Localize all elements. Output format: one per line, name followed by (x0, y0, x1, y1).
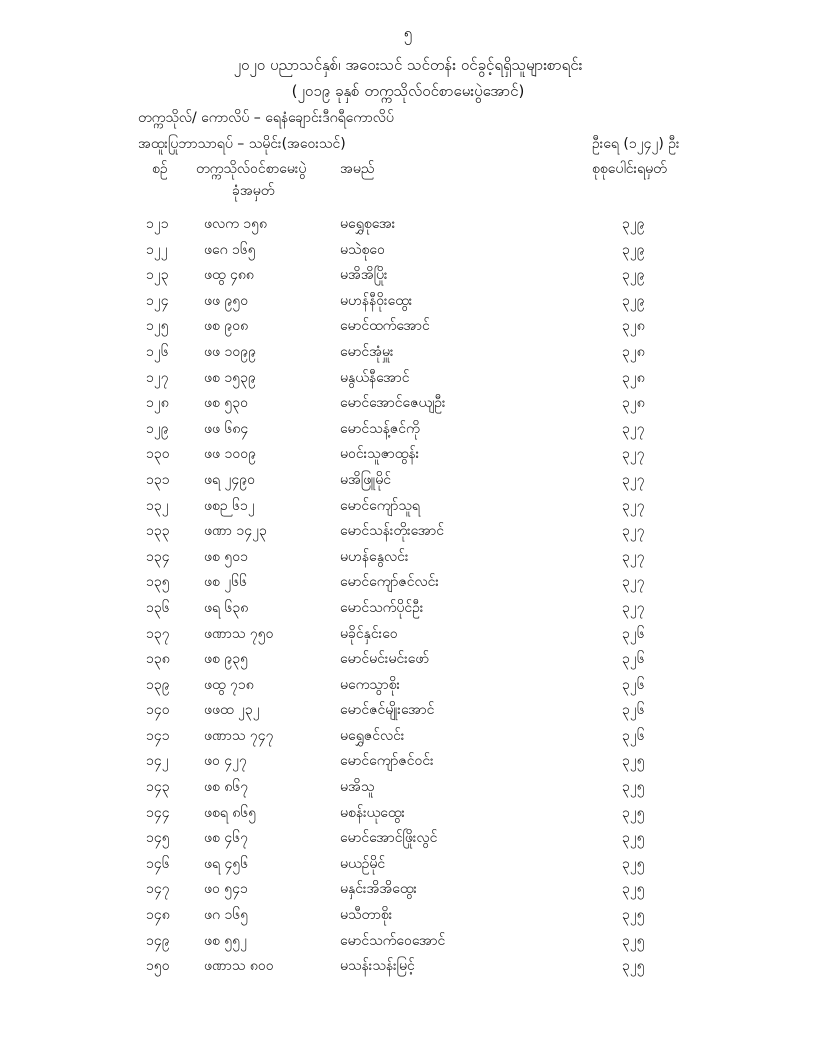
row-name: မဟန်နီဝိုးထွေး (340, 292, 413, 309)
row-total-marks: ၃၂၈ (622, 369, 645, 386)
row-name: မောင်သန့်ဇင်ကို (340, 420, 420, 437)
row-roll-number: ဖလက ၁၅၈ (204, 216, 268, 232)
row-name: မောင်အောင်ဖြိုးလွင် (340, 830, 438, 847)
row-total-marks: ၃၂၇ (622, 497, 645, 514)
row-roll-number: ဖစ ၈၆၇ (204, 779, 249, 796)
list-item (0, 931, 816, 957)
row-roll-number: ဖရ ၂၄၉၀ (204, 471, 255, 488)
row-total-marks: ၃၂၇ (622, 548, 645, 565)
row-total-marks: ၃၂၆ (622, 676, 645, 693)
row-name: မယဉ်မိုင် (340, 855, 386, 872)
major-line: အထူးပြုဘာသာရပ် – သမိုင်း(အဝေးသင်) (138, 136, 346, 152)
list-item (0, 240, 816, 266)
row-total-marks: ၃၂၅ (622, 907, 645, 924)
list-item (0, 854, 816, 880)
row-total-marks: ၃၂၉ (622, 216, 645, 232)
page-number: ၅ (403, 24, 413, 42)
row-roll-number: ဖစ ၉၃၅ (204, 651, 248, 668)
row-name: မခိုင်နှင်းဝေ (340, 625, 398, 642)
row-roll-number: ဖဖထ ၂၃၂ (204, 702, 260, 719)
row-serial: ၁၂၄ (146, 292, 169, 309)
row-roll-number: ဖဝ ၄၂၇ (204, 753, 247, 770)
row-roll-number: ဖဖ ၉၅၀ (204, 292, 249, 309)
row-serial: ၁၄၄ (146, 804, 170, 821)
row-roll-number: ဖဏာသ ၇၄၇ (204, 727, 274, 744)
row-name: မကေသွာစိုး (340, 676, 401, 693)
university-line: တက္ကသိုလ်/ ကောလိပ် – ရေနံချောင်းဒီဂရီကောလိပ် (138, 110, 394, 126)
list-item (0, 419, 816, 445)
row-roll-number: ဖစဉ ၆၁၂ (204, 497, 255, 514)
list-item (0, 393, 816, 419)
row-roll-number: ဖစ ၅၃၀ (204, 395, 248, 412)
row-total-marks: ၃၂၆ (622, 625, 645, 642)
row-serial: ၁၅၀ (146, 958, 170, 975)
list-item (0, 342, 816, 368)
row-name: မောင်ထက်အောင် (340, 318, 430, 335)
row-serial: ၁၂၉ (146, 420, 169, 437)
header-roll-number (196, 158, 306, 202)
row-serial: ၁၃၆ (146, 599, 170, 616)
row-name: မနှင်းအိအိထွေး (340, 881, 417, 898)
list-item (0, 598, 816, 624)
list-item (0, 444, 816, 470)
row-serial: ၁၄၃ (146, 779, 170, 796)
row-name: မောင်ကျော်ဇင်ဝင်း (340, 753, 434, 770)
row-total-marks: ၃၂၇ (622, 523, 645, 540)
row-roll-number: ဖစ ၅၅၂ (204, 932, 247, 949)
row-roll-number: ဖဖ ၁၀၉၉ (204, 343, 256, 360)
row-serial: ၁၃၈ (146, 651, 170, 668)
row-name: မောင်အုံမှူး (340, 343, 394, 360)
row-roll-number: ဖထွ ၇၁၈ (204, 676, 254, 693)
row-name: မအိဖြူမိုင် (340, 471, 391, 488)
list-item (0, 521, 816, 547)
list-item (0, 700, 816, 726)
header-serial: စဉ် (152, 161, 168, 177)
row-serial: ၁၄၇ (146, 881, 170, 898)
row-roll-number: ဖစ ၁၅၃၉ (204, 369, 256, 386)
row-total-marks: ၃၂၉ (622, 292, 645, 309)
row-serial: ၁၄၈ (146, 907, 170, 924)
row-roll-number: ဖဂေ ၁၆၅ (204, 241, 256, 258)
list-item (0, 316, 816, 342)
row-serial: ၁၄၂ (146, 753, 169, 770)
row-name: မောင်သက်ဝေအောင် (340, 932, 446, 949)
row-total-marks: ၃၂၉ (622, 267, 645, 284)
document-subtitle: (၂၀၁၉ ခုနှစ် တက္ကသိုလ်ဝင်စာမေးပွဲအောင်) (291, 82, 525, 100)
list-item (0, 291, 816, 317)
row-name: မောင်ကျော်ဇင်လင်း (340, 574, 439, 591)
row-roll-number: ဖဖ ၆၈၄ (204, 420, 249, 437)
row-total-marks: ၃၂၅ (622, 830, 645, 847)
row-total-marks: ၃၂၇ (622, 471, 645, 488)
row-total-marks: ၃၂၇ (622, 599, 645, 616)
list-item (0, 803, 816, 829)
row-roll-number: ဖဏာသ ၈၀၀ (204, 958, 274, 975)
row-total-marks: ၃၂၈ (622, 318, 645, 335)
list-item (0, 547, 816, 573)
row-name: မောင်ဇင်မျိုးအောင် (340, 702, 435, 719)
row-name: မောင်အောင်ဇေယျဦး (340, 395, 446, 412)
row-serial: ၁၂၇ (146, 369, 169, 386)
row-serial: ၁၃၃ (146, 523, 170, 540)
row-name: မသီတာစိုး (340, 907, 393, 924)
row-roll-number: ဖဏာသ ၇၅၀ (204, 625, 274, 642)
row-name: မရွှေဇင်လင်း (340, 727, 405, 744)
row-name: မသန်းသန်းမြင့် (340, 958, 415, 975)
row-serial: ၁၂၈ (146, 395, 169, 412)
row-name: မနွယ်နီအောင် (340, 369, 410, 386)
row-roll-number: ဖဂ ၁၆၅ (204, 907, 249, 924)
row-total-marks: ၃၂၅ (622, 804, 645, 821)
row-total-marks: ၃၂၅ (622, 753, 645, 770)
header-roll-line1: တက္ကသိုလ်ဝင်စာမေးပွဲ (196, 161, 307, 177)
row-roll-number: ဖစ ၉၀၈ (204, 318, 249, 335)
row-roll-number: ဖစ ၄၆၇ (204, 830, 248, 847)
row-serial: ၁၃၁ (146, 471, 170, 488)
list-item (0, 956, 816, 982)
row-roll-number: ဖရ ၄၅၆ (204, 855, 249, 872)
row-total-marks: ၃၂၇ (622, 446, 645, 463)
row-total-marks: ၃၂၅ (622, 855, 645, 872)
row-serial: ၁၄၆ (146, 855, 170, 872)
row-total-marks: ၃၂၆ (622, 702, 645, 719)
list-item (0, 624, 816, 650)
list-item (0, 470, 816, 496)
document-title: ၂၀၂၀ ပညာသင်နှစ်၊ အဝေးသင် သင်တန်း ဝင်ခွင့်ရရှိသူများစာရင်း (233, 56, 583, 74)
list-item (0, 828, 816, 854)
student-total: ဦးရေ (၁၂၄၂) ဦး (592, 136, 680, 152)
header-name: အမည် (340, 161, 375, 177)
row-roll-number: ဖထွ ၄၈၈ (204, 267, 254, 284)
row-serial: ၁၃၅ (146, 574, 170, 591)
list-item (0, 368, 816, 394)
row-serial: ၁၂၃ (146, 267, 169, 284)
row-total-marks: ၃၂၆ (622, 727, 645, 744)
row-roll-number: ဖဏာ ၁၄၂၃ (204, 523, 267, 540)
list-item (0, 905, 816, 931)
row-roll-number: ဖရ ၆၃၈ (204, 599, 249, 616)
row-serial: ၁၄၅ (146, 830, 170, 847)
row-name: မောင်သန်းတိုးအောင် (340, 523, 445, 540)
row-total-marks: ၃၂၅ (622, 958, 645, 975)
row-serial: ၁၂၂ (146, 241, 168, 258)
row-name: မောင်ကျော်သူရ (340, 497, 420, 514)
row-serial: ၁၄၁ (146, 727, 170, 744)
row-serial: ၁၂၆ (146, 343, 169, 360)
row-name: မောင်သက်ပိုင်ဦး (340, 599, 424, 616)
row-serial: ၁၄၉ (146, 932, 170, 949)
list-item (0, 496, 816, 522)
row-roll-number: ဖစ ၅၀၁ (204, 548, 248, 565)
row-roll-number: ဖစရ ၈၆၅ (204, 804, 257, 821)
row-serial: ၁၃၄ (146, 548, 170, 565)
row-name: မအိအိပြိုး (340, 267, 388, 284)
results-list (0, 214, 816, 982)
row-serial: ၁၂၅ (146, 318, 169, 335)
list-item (0, 675, 816, 701)
row-total-marks: ၃၂၉ (622, 241, 645, 258)
row-serial: ၁၃၂ (146, 497, 169, 514)
row-serial: ၁၃၀ (146, 446, 170, 463)
row-serial: ၁၂၁ (146, 216, 169, 232)
row-total-marks: ၃၂၅ (622, 779, 645, 796)
header-total-marks: စုစုပေါင်းရမှတ် (592, 161, 667, 177)
row-total-marks: ၃၂၈ (622, 343, 645, 360)
header-roll-line2: ခုံအမှတ် (232, 183, 275, 199)
row-name: မအိသူ (340, 779, 375, 796)
row-total-marks: ၃၂၇ (622, 420, 645, 437)
row-total-marks: ၃၂၈ (622, 395, 645, 412)
list-item (0, 726, 816, 752)
row-name: မစန်းယုထွေး (340, 804, 405, 821)
row-name: မဝင်းသူဇာထွန်း (340, 446, 420, 463)
list-item (0, 649, 816, 675)
list-item (0, 879, 816, 905)
row-roll-number: ဖဝ ၅၄၁ (204, 881, 248, 898)
row-serial: ၁၄၀ (146, 702, 170, 719)
row-total-marks: ၃၂၇ (622, 574, 645, 591)
list-item (0, 572, 816, 598)
row-total-marks: ၃၂၅ (622, 881, 645, 898)
row-name: မရွှေစုအေး (340, 216, 396, 232)
row-serial: ၁၃၇ (146, 625, 170, 642)
row-roll-number: ဖစ ၂၆၆ (204, 574, 247, 591)
row-name: မဟန်နွေလင်း (340, 548, 409, 565)
list-item (0, 265, 816, 291)
row-serial: ၁၃၉ (146, 676, 170, 693)
list-item (0, 214, 816, 240)
list-item (0, 777, 816, 803)
list-item (0, 751, 816, 777)
row-name: မောင်မင်းမင်းဖော် (340, 651, 430, 668)
row-total-marks: ၃၂၆ (622, 651, 645, 668)
row-roll-number: ဖဖ ၁၀၀၉ (204, 446, 256, 463)
row-name: မသဲစုဝေ (340, 241, 385, 258)
row-total-marks: ၃၂၅ (622, 932, 645, 949)
